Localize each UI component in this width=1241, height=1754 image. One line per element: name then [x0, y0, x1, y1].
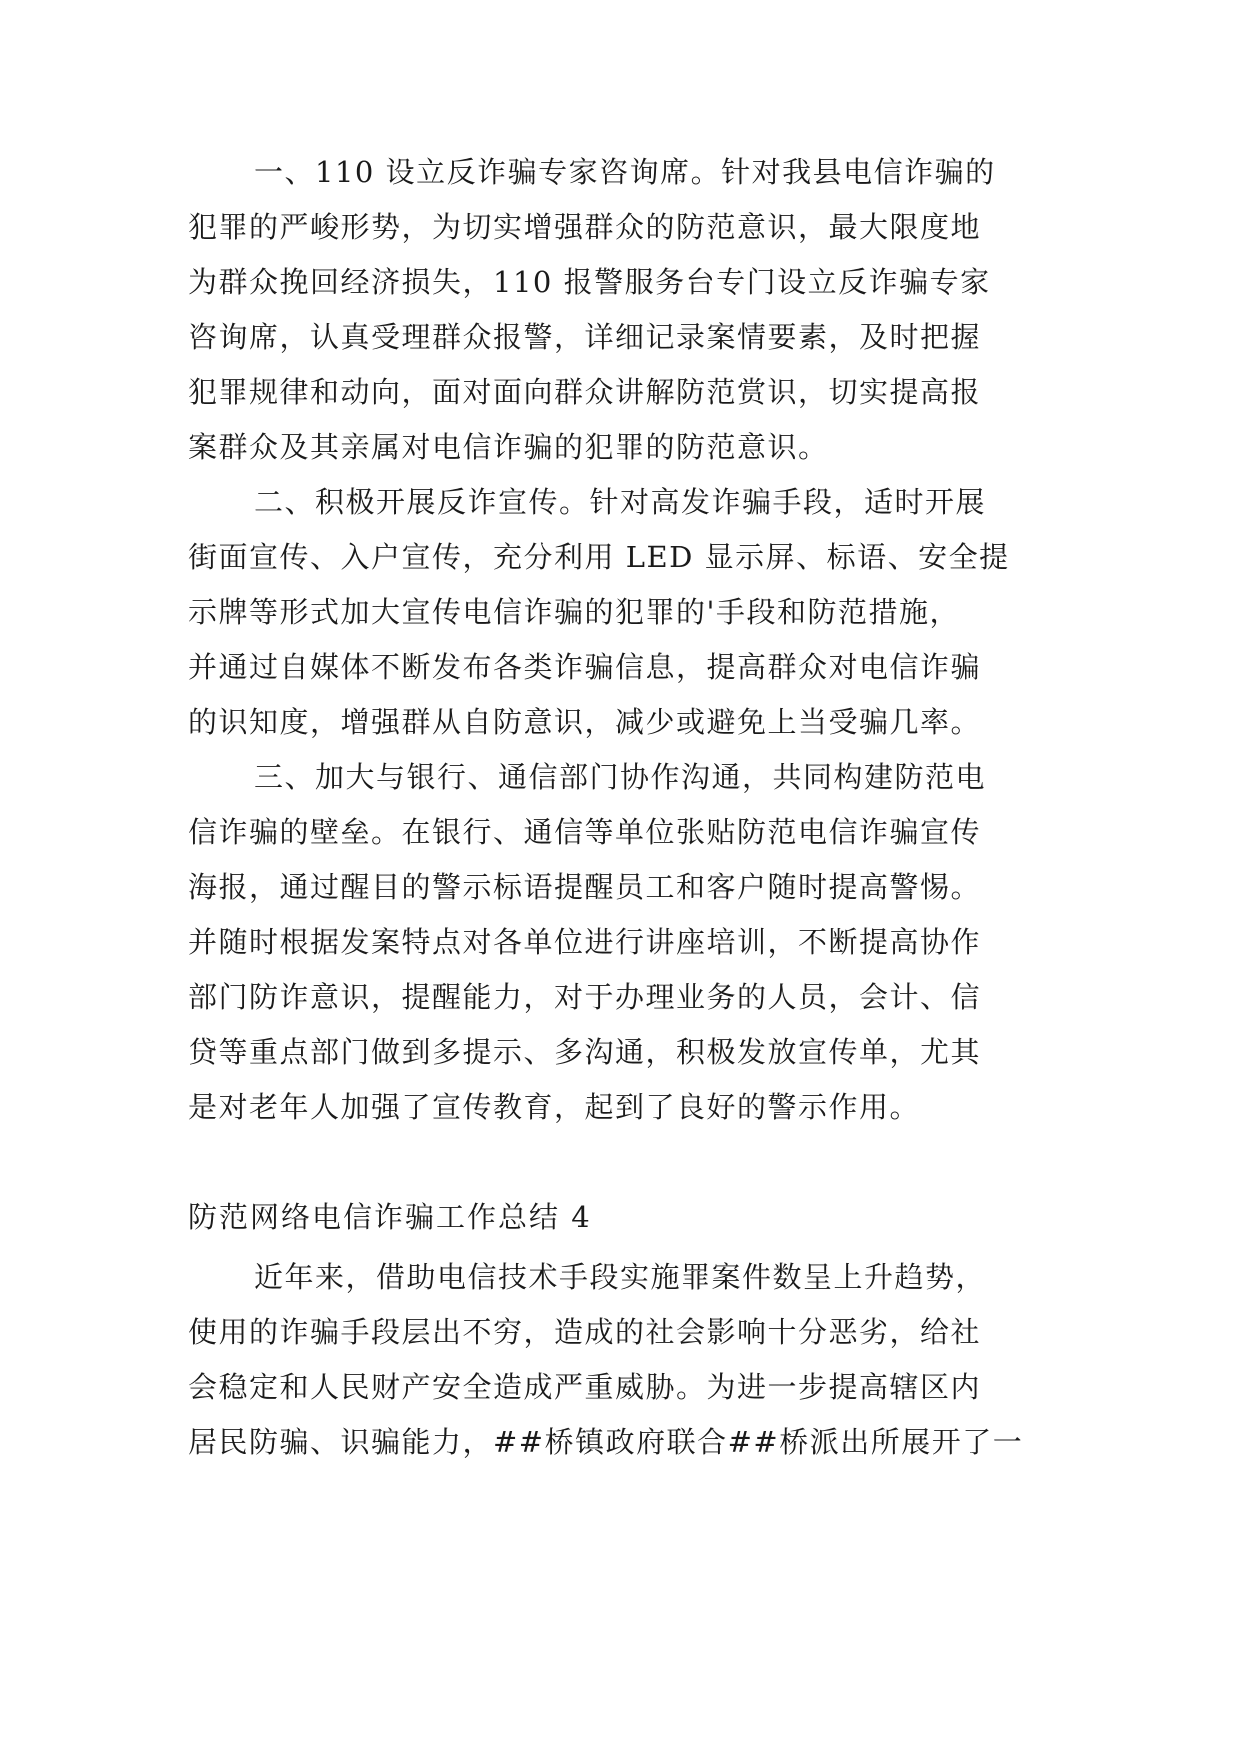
text-line: 二、积极开展反诈宣传。针对高发诈骗手段，适时开展: [254, 485, 987, 519]
text-line: 部门防诈意识，提醒能力，对于办理业务的人员，会计、信: [188, 980, 982, 1014]
text-line: 贷等重点部门做到多提示、多沟通，积极发放宣传单，尤其: [188, 1035, 982, 1069]
text-line: 的识知度，增强群从自防意识，减少或避免上当受骗几率。: [188, 705, 982, 739]
text-line: 海报，通过醒目的警示标语提醒员工和客户随时提高警惕。: [188, 870, 982, 904]
text-line: 一、110 设立反诈骗专家咨询席。针对我县电信诈骗的: [254, 155, 996, 189]
text-line: 犯罪的严峻形势，为切实增强群众的防范意识，最大限度地: [188, 210, 982, 244]
text-line: 近年来，借助电信技术手段实施罪案件数呈上升趋势，: [254, 1260, 987, 1294]
text-line: 并通过自媒体不断发布各类诈骗信息，提高群众对电信诈骗: [188, 650, 982, 684]
text-line: 信诈骗的壁垒。在银行、通信等单位张贴防范电信诈骗宣传: [188, 815, 982, 849]
text-line: 是对老年人加强了宣传教育，起到了良好的警示作用。: [188, 1090, 921, 1124]
section-heading: 防范网络电信诈骗工作总结 4: [188, 1200, 592, 1234]
text-line: 示牌等形式加大宣传电信诈骗的犯罪的'手段和防范措施，: [188, 595, 960, 629]
text-line: 犯罪规律和动向，面对面向群众讲解防范赏识，切实提高报: [188, 375, 982, 409]
text-line: 居民防骗、识骗能力，##桥镇政府联合##桥派出所展开了一: [188, 1425, 1024, 1459]
text-line: 咨询席，认真受理群众报警，详细记录案情要素，及时把握: [188, 320, 982, 354]
text-line: 案群众及其亲属对电信诈骗的犯罪的防范意识。: [188, 430, 829, 464]
text-line: 会稳定和人民财产安全造成严重威胁。为进一步提高辖区内: [188, 1370, 982, 1404]
text-line: 并随时根据发案特点对各单位进行讲座培训，不断提高协作: [188, 925, 982, 959]
text-line: 街面宣传、入户宣传，充分利用 LED 显示屏、标语、安全提: [188, 540, 1010, 574]
text-line: 使用的诈骗手段层出不穷，造成的社会影响十分恶劣，给社: [188, 1315, 982, 1349]
text-line: 三、加大与银行、通信部门协作沟通，共同构建防范电: [254, 760, 987, 794]
text-line: 为群众挽回经济损失，110 报警服务台专门设立反诈骗专家: [188, 265, 991, 299]
